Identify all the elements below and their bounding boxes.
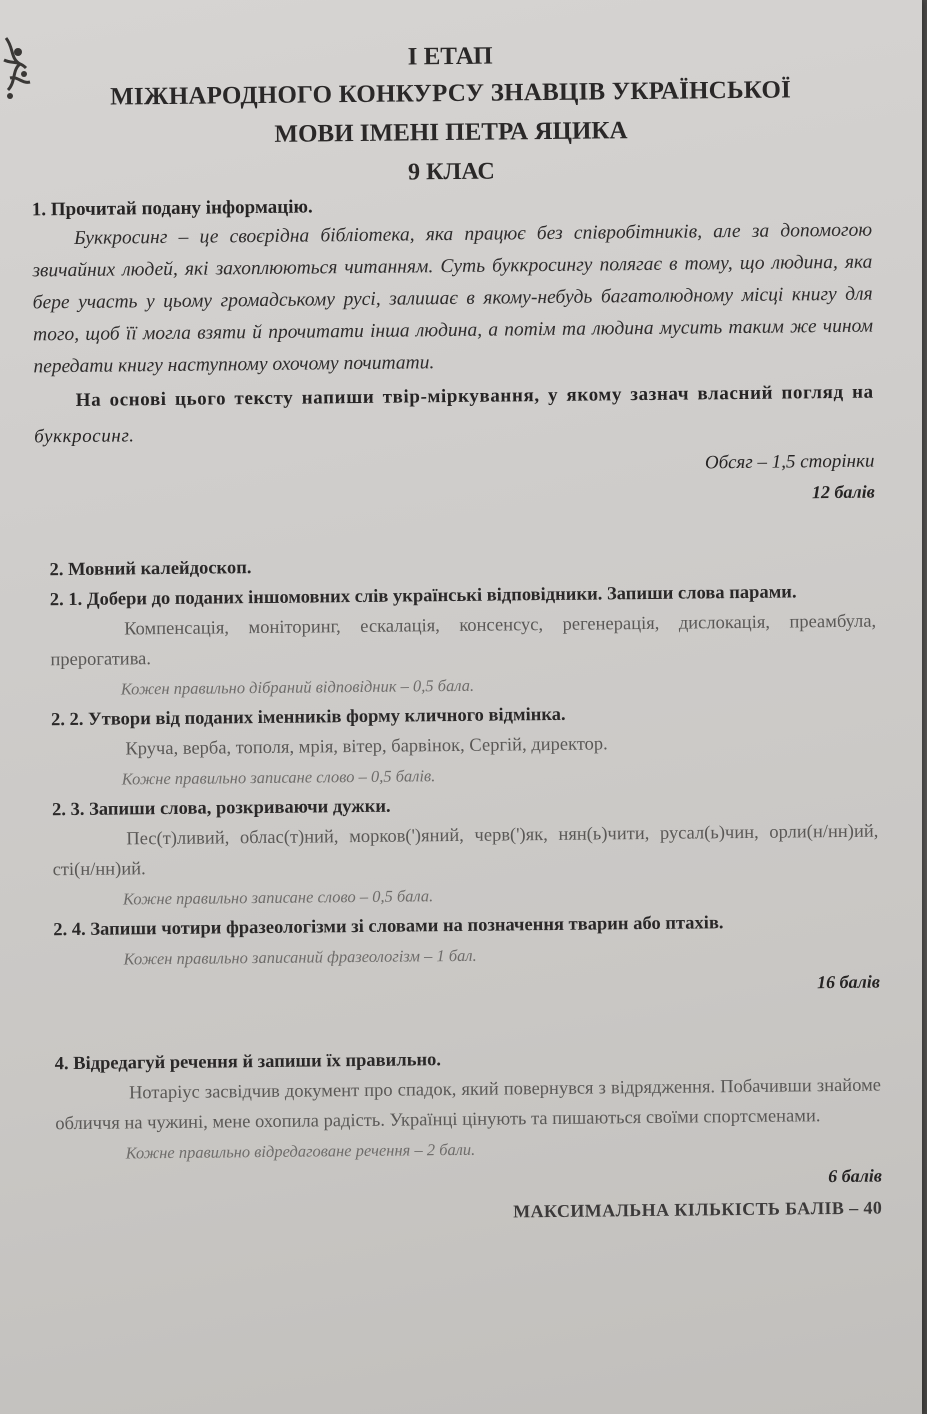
task-2-4-note: Кожен правильно записаний фразеологізм – 1 бал. bbox=[123, 945, 477, 969]
task-2-points: 16 балів bbox=[817, 971, 880, 993]
task-2-4-title: 2. 4. Запиши чотири фразеологізми зі словами на позначення тварин або птахів. bbox=[53, 913, 724, 941]
task-4-note: Кожне правильно відредаговане речення – 2 бали. bbox=[125, 1139, 476, 1163]
contest-title-line1: МІЖНАРОДНОГО КОНКУРСУ ЗНАВЦІВ УКРАЇНСЬКОЇ bbox=[109, 76, 792, 111]
task-2-2-words: Круча, верба, тополя, мрія, вітер, барвінок, Сергій, директор. bbox=[125, 734, 608, 760]
task-2-1-title: 2. 1. Добери до поданих іншомовних слів українські відповідники. Запиши слова парами. bbox=[49, 582, 797, 611]
task-2-3-words: Пес(т)ливий, облас(т)ний, морков(')яний, черв(')як, нян(ь)чити, русал(ь)чин, орли(н/нн)ий, сті(н/нн)ий. bbox=[52, 821, 879, 881]
task-1 bbox=[32, 188, 875, 516]
task-1-text: Буккросинг – це своєрідна бібліотека, яка працює без співробітників, але за допомогою звичайних людей, які захоплюються читанням. Суть буккросингу полягає в тому, що людина, яка бере участь у цьому громадському русі, залишає в якому-небудь багатолюдному місці книгу для того, щоб її могла взяти й прочитати інша людина, а потім та людина мусить таким же чином передати книгу наступному охочому почитати. bbox=[32, 219, 874, 378]
task-4-points: 6 балів bbox=[828, 1165, 883, 1187]
task-2-1-words: Компенсація, моніторинг, ескалація, консенсус, регенерація, дислокація, преамбула, прерогатива. bbox=[50, 611, 877, 671]
task-4-text: Нотаріус засвідчив документ про спадок, який повернувся з відрядження. Побачивши знайоме обличчя на чужині, мене охопила радість. Українці цінують та пишаються своїми спортсменами. bbox=[55, 1075, 882, 1135]
task-1-title: 1. Прочитай подану інформацію. bbox=[31, 196, 313, 221]
task-1-instruction bbox=[34, 375, 875, 456]
stage-title: І ЕТАП bbox=[407, 42, 493, 71]
max-points: МАКСИМАЛЬНА КІЛЬКІСТЬ БАЛІВ – 40 bbox=[513, 1197, 883, 1222]
task-1-points: 12 балів bbox=[811, 481, 875, 503]
task-2-2-note: Кожне правильно записане слово – 0,5 балів. bbox=[121, 766, 436, 789]
task-4-title: 4. Відредагуй речення й запиши їх правильно. bbox=[54, 1050, 442, 1075]
task-1-volume: Обсяг – 1,5 сторінки bbox=[704, 450, 875, 474]
task-1-instruction-italic: буккросинг. bbox=[34, 425, 135, 448]
contest-title-line2: МОВИ ІМЕНІ ПЕТРА ЯЦИКА bbox=[274, 117, 628, 148]
task-2 bbox=[49, 547, 880, 1006]
document-header bbox=[30, 36, 872, 197]
task-2-3-note: Кожне правильно записане слово – 0,5 бала. bbox=[122, 886, 434, 909]
task-2-title: 2. Мовний калейдоскоп. bbox=[49, 558, 252, 581]
grade-title: 9 КЛАС bbox=[407, 158, 495, 186]
task-1-instruction-main: На основі цього тексту напиши твір-міркування, у якому зазнач власний погляд на bbox=[75, 381, 874, 411]
task-4 bbox=[55, 1041, 883, 1200]
task-2-3-title: 2. 3. Запиши слова, розкриваючи дужки. bbox=[51, 796, 391, 821]
document-content bbox=[30, 36, 882, 1234]
task-2-2-title: 2. 2. Утвори від поданих іменників форму кличного відмінка. bbox=[50, 704, 566, 731]
task-2-1-note: Кожен правильно дібраний відповідник – 0,5 бала. bbox=[120, 675, 475, 699]
